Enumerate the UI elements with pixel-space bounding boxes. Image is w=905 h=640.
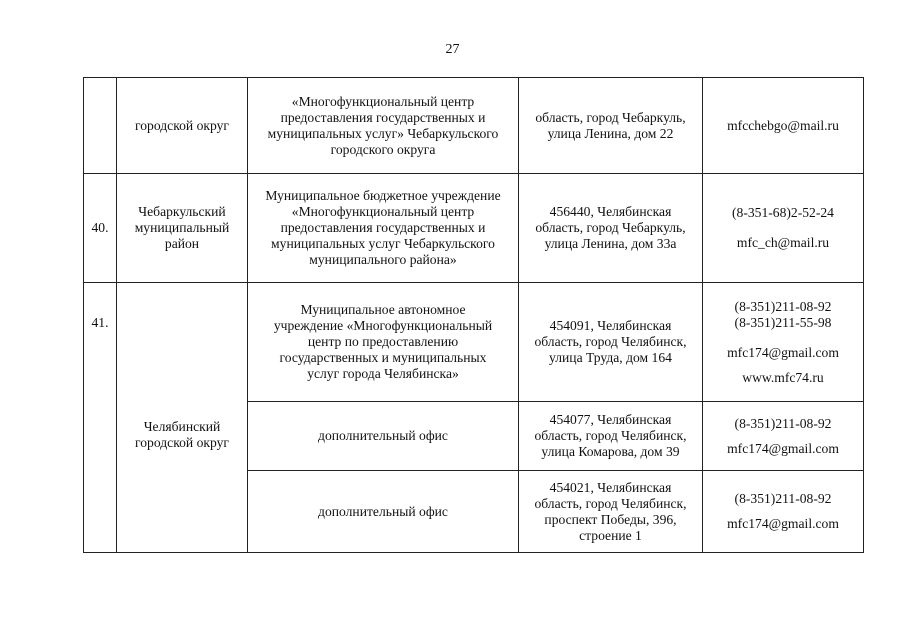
area-cell: городской округ [117, 78, 248, 174]
contacts-cell [703, 402, 864, 471]
address-cell [519, 471, 703, 553]
contacts-cell [703, 78, 864, 174]
address-line: область, город Челябинск, [534, 495, 687, 511]
contacts-cell [703, 471, 864, 553]
organization-line: муниципальных услуг Чебаркульского [271, 236, 495, 251]
organization-line: государственных и муниципальных [279, 350, 487, 365]
organization-line: «Многофункциональный центр [291, 93, 475, 109]
area-line: Челябинский [143, 418, 221, 434]
phone-number: (8-351)211-08-92 [734, 415, 832, 431]
organization-line: муниципальных услуг» Чебаркульского [267, 125, 499, 141]
organization-cell [248, 78, 519, 174]
phone-number: (8-351)211-55-98 [734, 314, 832, 330]
area-line: Чебаркульский [138, 204, 226, 219]
table-row [84, 78, 864, 174]
email-address: mfcchebgo@mail.ru [727, 117, 839, 133]
organization-line: предоставления государственных и [280, 220, 486, 235]
contacts-cell [703, 174, 864, 283]
address-line: улица Ленина, дом 33а [544, 236, 677, 251]
area-cell [117, 283, 248, 553]
website-address: www.mfc74.ru [742, 369, 824, 385]
row-number-cell: 40. [84, 174, 117, 283]
organization-line: учреждение «Многофункциональный [273, 318, 493, 333]
area-cell [117, 174, 248, 283]
email-address: mfc174@gmail.com [727, 516, 839, 531]
area-line: район [164, 236, 200, 251]
address-cell [519, 78, 703, 174]
organization-cell [248, 174, 519, 283]
address-cell [519, 283, 703, 402]
address-line: область, город Чебаркуль, [535, 109, 686, 125]
organization-line: центр по предоставлению [307, 334, 459, 349]
page-number: 27 [445, 42, 460, 57]
organization-line: Муниципальное автономное [300, 302, 466, 317]
organization-cell: дополнительный офис [248, 471, 519, 553]
address-line: область, город Челябинск, [534, 334, 687, 349]
address-line: проспект Победы, 396, [544, 511, 677, 527]
organization-cell [248, 283, 519, 402]
organization-line: муниципального района» [309, 252, 457, 267]
email-address: mfc174@gmail.com [727, 440, 839, 456]
organization-line: услуг города Челябинска» [307, 366, 459, 381]
phone-number: (8-351)211-08-92 [734, 298, 832, 314]
contacts-cell [703, 283, 864, 402]
table-row [84, 283, 864, 402]
organization-line: предоставления государственных и [280, 109, 486, 125]
phone-number: (8-351-68)2-52-24 [732, 205, 834, 220]
address-line: улица Труда, дом 164 [549, 350, 672, 365]
address-cell [519, 174, 703, 283]
organization-line: городского округа [330, 141, 436, 157]
address-line: 454021, Челябинская [549, 479, 672, 495]
email-address: mfc_ch@mail.ru [736, 235, 830, 250]
row-number-cell: 41. [84, 283, 117, 553]
phone-number: (8-351)211-08-92 [734, 491, 832, 506]
address-line: улица Комарова, дом 39 [541, 444, 680, 459]
address-line: строение 1 [579, 527, 642, 543]
address-line: область, город Челябинск, [534, 428, 687, 443]
organization-cell: дополнительный офис [248, 402, 519, 471]
mfc-registry-table [83, 77, 864, 553]
address-line: 456440, Челябинская [549, 204, 672, 219]
email-address: mfc174@gmail.com [727, 344, 839, 360]
organization-line: Муниципальное бюджетное учреждение [265, 188, 501, 203]
address-cell [519, 402, 703, 471]
address-line: 454091, Челябинская [549, 318, 672, 333]
row-number-cell [84, 78, 117, 174]
area-line: муниципальный [134, 220, 230, 235]
address-line: улица Ленина, дом 22 [547, 125, 674, 141]
area-line: городской округ [135, 434, 229, 450]
table-row [84, 174, 864, 283]
address-line: 454077, Челябинская [549, 412, 672, 427]
organization-line: «Многофункциональный центр [291, 204, 475, 219]
address-line: область, город Чебаркуль, [535, 220, 686, 235]
